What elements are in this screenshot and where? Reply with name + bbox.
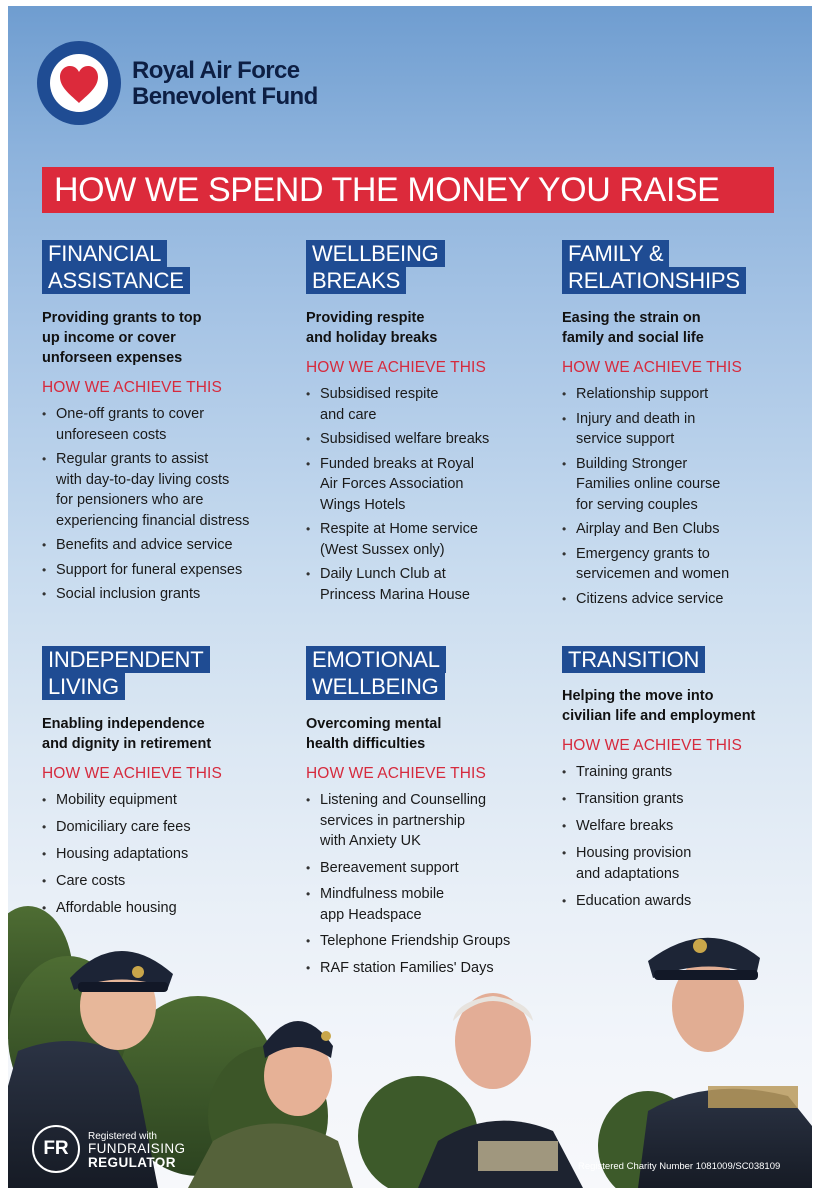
section-intro: Providing respite and holiday breaks — [306, 310, 438, 346]
section-heading — [42, 240, 292, 294]
list-item: • Training grants — [562, 762, 807, 783]
list-item: • Affordable housing — [42, 898, 292, 919]
section-wellbeing-breaks — [306, 240, 546, 609]
list-item: • Citizens advice service — [562, 589, 802, 610]
list-item: • Welfare breaks — [562, 816, 807, 837]
section-heading-line1: FINANCIAL — [42, 240, 167, 267]
section-heading — [306, 646, 556, 700]
list-item: • Benefits and advice service — [42, 535, 292, 556]
list-item: • Housing provision and adaptations — [562, 843, 807, 884]
list-item: • Respite at Home service (West Sussex only) — [306, 519, 546, 560]
how-we-achieve-label: HOW WE ACHIEVE THIS — [42, 379, 222, 396]
list-item: • Support for funeral expenses — [42, 560, 292, 581]
list-item: • Education awards — [562, 891, 807, 912]
section-family-relationships — [562, 240, 802, 613]
list-item: • Bereavement support — [306, 858, 556, 879]
fr-text — [88, 1131, 185, 1170]
list-item: • Social inclusion grants — [42, 584, 292, 605]
list-item: • Building Stronger Families online course for serving couples — [562, 454, 802, 516]
brand-name-line2: Benevolent Fund — [132, 83, 318, 110]
section-financial-assistance — [42, 240, 292, 609]
section-heading-line2: ASSISTANCE — [42, 267, 190, 294]
list-item: • Daily Lunch Club at Princess Marina House — [306, 564, 546, 605]
section-heading-line2: BREAKS — [306, 267, 406, 294]
section-intro: Enabling independence and dignity in retirement — [42, 716, 212, 752]
how-we-achieve-label: HOW WE ACHIEVE THIS — [42, 765, 222, 782]
how-we-achieve-label: HOW WE ACHIEVE THIS — [562, 737, 742, 754]
list-item: • Mobility equipment — [42, 790, 292, 811]
title-banner — [42, 167, 774, 213]
achieve-list — [306, 384, 546, 605]
achieve-list — [42, 404, 292, 605]
brand-name — [132, 58, 318, 110]
list-item: • Emergency grants to servicemen and women — [562, 544, 802, 585]
list-item: • Mindfulness mobile app Headspace — [306, 884, 556, 925]
section-heading-line1: TRANSITION — [562, 646, 705, 673]
list-item: • Telephone Friendship Groups — [306, 931, 556, 952]
section-intro: Providing grants to top up income or cover unforseen expenses — [42, 310, 202, 366]
list-item: • Airplay and Ben Clubs — [562, 519, 802, 540]
section-heading — [42, 646, 292, 700]
section-heading-line1: FAMILY & — [562, 240, 669, 267]
section-heading — [562, 240, 802, 294]
list-item: • Subsidised welfare breaks — [306, 429, 546, 450]
heart-roundel-icon — [36, 40, 122, 126]
section-heading-line2: LIVING — [42, 673, 125, 700]
how-we-achieve-label: HOW WE ACHIEVE THIS — [306, 765, 486, 782]
achieve-list — [562, 384, 802, 609]
charity-number: Registered Charity Number 1081009/SC038109 — [578, 1161, 781, 1172]
list-item: • Domiciliary care fees — [42, 817, 292, 838]
list-item: • Injury and death in service support — [562, 409, 802, 450]
section-independent-living — [42, 646, 292, 925]
page-title: HOW WE SPEND THE MONEY YOU RAISE — [54, 171, 720, 209]
section-heading-line1: INDEPENDENT — [42, 646, 210, 673]
registered-with-label: Registered with — [88, 1131, 157, 1142]
list-item: • Housing adaptations — [42, 844, 292, 865]
list-item: • Funded breaks at Royal Air Forces Association Wings Hotels — [306, 454, 546, 516]
list-item: • Care costs — [42, 871, 292, 892]
section-heading-line1: WELLBEING — [306, 240, 445, 267]
list-item: • Relationship support — [562, 384, 802, 405]
section-intro: Helping the move into civilian life and employment — [562, 688, 756, 724]
list-item: • One-off grants to cover unforeseen costs — [42, 404, 292, 445]
section-heading-line2: WELLBEING — [306, 673, 445, 700]
officer-figure — [638, 938, 812, 1188]
list-item: • Regular grants to assist with day-to-day living costs for pensioners who are experiencing financial distress — [42, 449, 292, 531]
section-intro: Overcoming mental health difficulties — [306, 716, 442, 752]
section-intro: Easing the strain on family and social life — [562, 310, 704, 346]
fundraising-label: FUNDRAISING — [88, 1141, 186, 1156]
section-heading — [306, 240, 546, 294]
fr-logo-icon: FR — [32, 1125, 80, 1173]
how-we-achieve-label: HOW WE ACHIEVE THIS — [562, 359, 742, 376]
list-item: • RAF station Families' Days — [306, 958, 556, 979]
section-transition — [562, 646, 807, 918]
list-item: • Subsidised respite and care — [306, 384, 546, 425]
section-heading — [562, 646, 807, 673]
list-item: • Transition grants — [562, 789, 807, 810]
section-heading-line1: EMOTIONAL — [306, 646, 446, 673]
regulator-label: REGULATOR — [88, 1155, 176, 1170]
poster — [8, 6, 812, 1188]
list-item: • Listening and Counselling services in partnership with Anxiety UK — [306, 790, 556, 852]
how-we-achieve-label: HOW WE ACHIEVE THIS — [306, 359, 486, 376]
brand-name-line1: Royal Air Force — [132, 57, 300, 84]
section-heading-line2: RELATIONSHIPS — [562, 267, 746, 294]
